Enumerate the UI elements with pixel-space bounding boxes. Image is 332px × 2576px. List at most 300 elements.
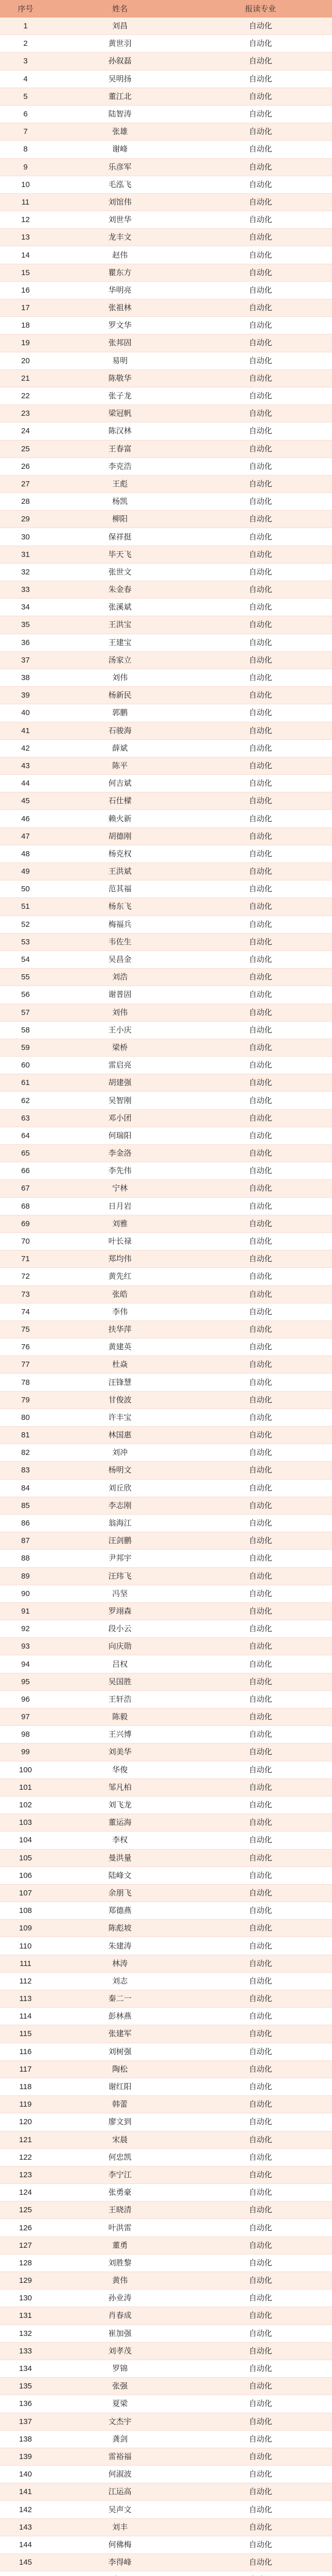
table-row [0, 2342, 332, 2360]
cell-major: 自动化 [189, 1391, 332, 1409]
table-row [0, 528, 332, 546]
cell-major: 自动化 [189, 827, 332, 845]
cell-name: 陈敬华 [51, 369, 189, 387]
cell-name: 华明亮 [51, 281, 189, 299]
cell-major: 自动化 [189, 475, 332, 493]
cell-serial-number: 88 [0, 1550, 51, 1567]
cell-name: 刘丰 [51, 2518, 189, 2536]
cell-serial-number: 89 [0, 1567, 51, 1585]
table-row [0, 1832, 332, 1849]
table-row [0, 951, 332, 968]
cell-major: 自动化 [189, 1655, 332, 1673]
cell-serial-number: 109 [0, 1920, 51, 1937]
cell-major: 自动化 [189, 405, 332, 422]
cell-name: 何佛梅 [51, 2536, 189, 2553]
table-row [0, 1761, 332, 1778]
cell-major: 自动化 [189, 211, 332, 229]
cell-serial-number: 129 [0, 2272, 51, 2290]
cell-serial-number: 126 [0, 2219, 51, 2236]
cell-name: 陈彪坡 [51, 1920, 189, 1937]
cell-major: 自动化 [189, 898, 332, 916]
cell-serial-number: 122 [0, 2148, 51, 2166]
table-row [0, 1285, 332, 1303]
cell-name: 罗翊森 [51, 1602, 189, 1620]
cell-name: 吴国胜 [51, 1673, 189, 1690]
cell-name: 陆峰文 [51, 1867, 189, 1884]
cell-name: 文杰宇 [51, 2413, 189, 2430]
cell-name: 王春富 [51, 440, 189, 457]
cell-serial-number: 105 [0, 1849, 51, 1867]
cell-name: 刘丘欣 [51, 1479, 189, 1497]
cell-name: 夏梁 [51, 2395, 189, 2413]
cell-serial-number: 96 [0, 1690, 51, 1708]
cell-serial-number: 121 [0, 2131, 51, 2148]
cell-major: 自动化 [189, 687, 332, 704]
cell-name: 乐彦军 [51, 158, 189, 176]
table-row [0, 757, 332, 774]
table-row [0, 1796, 332, 1814]
cell-serial-number: 21 [0, 369, 51, 387]
cell-name: 吴昌金 [51, 951, 189, 968]
cell-serial-number: 76 [0, 1338, 51, 1356]
cell-major: 自动化 [189, 511, 332, 528]
table-row [0, 2483, 332, 2501]
table-row [0, 2413, 332, 2430]
cell-name [51, 2571, 189, 2576]
cell-serial-number: 140 [0, 2466, 51, 2483]
cell-serial-number: 49 [0, 863, 51, 880]
cell-name: 何忠凯 [51, 2148, 189, 2166]
cell-serial-number: 26 [0, 457, 51, 475]
cell-serial-number: 68 [0, 1197, 51, 1215]
cell-major: 自动化 [189, 1197, 332, 1215]
cell-major: 自动化 [189, 1690, 332, 1708]
cell-serial-number: 44 [0, 775, 51, 792]
table-row [0, 176, 332, 193]
cell-serial-number: 83 [0, 1462, 51, 1479]
cell-name: 梁冠帆 [51, 405, 189, 422]
cell-major: 自动化 [189, 1673, 332, 1690]
table-row [0, 1197, 332, 1215]
cell-serial-number: 65 [0, 1145, 51, 1162]
table-row [0, 1567, 332, 1585]
cell-major: 自动化 [189, 1215, 332, 1232]
table-row [0, 1920, 332, 1937]
table-row [0, 2078, 332, 2095]
cell-serial-number: 91 [0, 1602, 51, 1620]
table-row [0, 1708, 332, 1726]
table-row [0, 933, 332, 951]
table-row [0, 2236, 332, 2254]
table-body [0, 18, 332, 2576]
cell-name: 郑均伟 [51, 1250, 189, 1268]
cell-major: 自动化 [189, 546, 332, 563]
table-row [0, 317, 332, 334]
table-row [0, 1902, 332, 1920]
cell-major: 自动化 [189, 1638, 332, 1655]
table-row [0, 1655, 332, 1673]
table-row [0, 246, 332, 264]
cell-name: 杜焱 [51, 1356, 189, 1374]
cell-major: 自动化 [189, 880, 332, 898]
cell-name: 林涛 [51, 1955, 189, 1972]
cell-serial-number: 48 [0, 845, 51, 862]
cell-name: 李伟 [51, 1303, 189, 1320]
cell-major: 自动化 [189, 35, 332, 53]
cell-major: 自动化 [189, 1180, 332, 1197]
cell-major: 自动化 [189, 1092, 332, 1109]
cell-major: 自动化 [189, 2025, 332, 2043]
cell-name: 邓小团 [51, 1109, 189, 1127]
cell-serial-number: 56 [0, 986, 51, 1004]
cell-name: 陈平 [51, 757, 189, 774]
cell-major: 自动化 [189, 123, 332, 141]
cell-serial-number: 133 [0, 2342, 51, 2360]
cell-name: 李宁江 [51, 2166, 189, 2183]
table-row [0, 739, 332, 757]
table-row [0, 581, 332, 599]
table-row [0, 651, 332, 669]
cell-serial-number: 20 [0, 352, 51, 369]
cell-serial-number: 79 [0, 1391, 51, 1409]
cell-major: 自动化 [189, 264, 332, 281]
cell-major: 自动化 [189, 704, 332, 722]
cell-major: 自动化 [189, 1109, 332, 1127]
table-row [0, 35, 332, 53]
table-row [0, 792, 332, 810]
table-row [0, 1743, 332, 1761]
cell-serial-number: 114 [0, 2008, 51, 2025]
cell-major: 自动化 [189, 1972, 332, 1990]
cell-name: 吕权 [51, 1655, 189, 1673]
cell-major: 自动化 [189, 1021, 332, 1039]
cell-name: 彭林燕 [51, 2008, 189, 2025]
table-row [0, 2448, 332, 2465]
table-row [0, 457, 332, 475]
cell-serial-number: 117 [0, 2060, 51, 2078]
cell-name: 罗锦 [51, 2360, 189, 2377]
cell-serial-number: 130 [0, 2290, 51, 2307]
cell-serial-number: 61 [0, 1074, 51, 1092]
cell-name: 许丰宝 [51, 1409, 189, 1426]
cell-name: 谢峰 [51, 141, 189, 158]
cell-name: 刘胜黎 [51, 2254, 189, 2272]
cell-name: 王轩浩 [51, 1690, 189, 1708]
cell-major: 自动化 [189, 2554, 332, 2571]
cell-name: 罗文华 [51, 317, 189, 334]
cell-serial-number: 145 [0, 2554, 51, 2571]
cell-serial-number: 69 [0, 1215, 51, 1232]
cell-major: 自动化 [189, 616, 332, 634]
table-row [0, 1602, 332, 1620]
table-header [0, 0, 332, 18]
table-row [0, 88, 332, 105]
cell-name: 柳阳 [51, 511, 189, 528]
cell-name: 宁林 [51, 1180, 189, 1197]
cell-serial-number: 102 [0, 1796, 51, 1814]
cell-serial-number: 23 [0, 405, 51, 422]
cell-serial-number: 107 [0, 1884, 51, 1902]
cell-name: 保祥挺 [51, 528, 189, 546]
cell-major: 自动化 [189, 2272, 332, 2290]
cell-major: 自动化 [189, 1743, 332, 1761]
cell-serial-number: 59 [0, 1039, 51, 1056]
cell-name: 张强 [51, 2378, 189, 2395]
table-row [0, 2501, 332, 2518]
cell-serial-number: 51 [0, 898, 51, 916]
cell-major: 自动化 [189, 599, 332, 616]
cell-name: 尹邦宇 [51, 1550, 189, 1567]
table-row [0, 1338, 332, 1356]
cell-major: 自动化 [189, 1585, 332, 1602]
cell-serial-number: 25 [0, 440, 51, 457]
cell-name: 李志刚 [51, 1497, 189, 1514]
cell-name: 梅福兵 [51, 916, 189, 933]
table-row [0, 1585, 332, 1602]
cell-major: 自动化 [189, 1285, 332, 1303]
table-row [0, 775, 332, 792]
cell-serial-number: 60 [0, 1057, 51, 1074]
table-row [0, 687, 332, 704]
cell-name: 华俊 [51, 1761, 189, 1778]
cell-major: 自动化 [189, 246, 332, 264]
cell-serial-number: 75 [0, 1320, 51, 1338]
cell-major: 自动化 [189, 810, 332, 827]
cell-serial-number: 13 [0, 229, 51, 246]
cell-serial-number: 92 [0, 1620, 51, 1638]
cell-name: 陈毅 [51, 1708, 189, 1726]
table-row [0, 599, 332, 616]
cell-major: 自动化 [189, 1039, 332, 1056]
cell-major: 自动化 [189, 1990, 332, 2008]
cell-name: 黄世羽 [51, 35, 189, 53]
cell-serial-number: 52 [0, 916, 51, 933]
table-row [0, 493, 332, 511]
cell-major: 自动化 [189, 281, 332, 299]
cell-serial-number: 116 [0, 2043, 51, 2060]
cell-major: 自动化 [189, 440, 332, 457]
cell-serial-number: 37 [0, 651, 51, 669]
table-row [0, 1814, 332, 1832]
cell-name: 陈汉林 [51, 422, 189, 440]
cell-major: 自动化 [189, 1884, 332, 1902]
cell-serial-number: 70 [0, 1232, 51, 1250]
cell-major: 自动化 [189, 2448, 332, 2465]
cell-major: 自动化 [189, 369, 332, 387]
cell-major: 自动化 [189, 2254, 332, 2272]
cell-serial-number: 143 [0, 2518, 51, 2536]
cell-name: 张溪斌 [51, 599, 189, 616]
table-row [0, 1021, 332, 1039]
cell-major: 自动化 [189, 1479, 332, 1497]
cell-major: 自动化 [189, 1832, 332, 1849]
table-row [0, 211, 332, 229]
table-row [0, 2378, 332, 2395]
cell-name: 毛泓飞 [51, 176, 189, 193]
table-row [0, 1109, 332, 1127]
cell-serial-number: 134 [0, 2360, 51, 2377]
cell-serial-number: 14 [0, 246, 51, 264]
cell-major: 自动化 [189, 457, 332, 475]
table-row [0, 2571, 332, 2576]
table-row [0, 1638, 332, 1655]
cell-serial-number: 29 [0, 511, 51, 528]
header-row [0, 0, 332, 18]
table-row [0, 2554, 332, 2571]
cell-name: 何瑞阳 [51, 1127, 189, 1144]
cell-serial-number: 87 [0, 1532, 51, 1550]
table-row [0, 440, 332, 457]
cell-serial-number: 99 [0, 1743, 51, 1761]
cell-serial-number: 103 [0, 1814, 51, 1832]
cell-major: 自动化 [189, 88, 332, 105]
cell-name: 黄建英 [51, 1338, 189, 1356]
cell-serial-number: 113 [0, 1990, 51, 2008]
cell-major: 自动化 [189, 2290, 332, 2307]
cell-serial-number: 7 [0, 123, 51, 141]
cell-name: 叶长禄 [51, 1232, 189, 1250]
table-row [0, 1778, 332, 1796]
table-row [0, 123, 332, 141]
cell-name: 刘伟 [51, 1004, 189, 1021]
cell-serial-number: 43 [0, 757, 51, 774]
cell-serial-number: 72 [0, 1268, 51, 1285]
table-row [0, 1057, 332, 1074]
cell-serial-number: 24 [0, 422, 51, 440]
cell-major: 自动化 [189, 493, 332, 511]
cell-major: 自动化 [189, 528, 332, 546]
cell-name: 黄伟 [51, 2272, 189, 2290]
cell-major: 自动化 [189, 70, 332, 88]
table-row [0, 1092, 332, 1109]
cell-serial-number: 28 [0, 493, 51, 511]
cell-name: 刘孝茂 [51, 2342, 189, 2360]
table-row [0, 405, 332, 422]
table-row [0, 1232, 332, 1250]
cell-major: 自动化 [189, 422, 332, 440]
cell-name: 刘馆伟 [51, 193, 189, 211]
cell-serial-number: 85 [0, 1497, 51, 1514]
table-row [0, 334, 332, 352]
cell-name: 王建宝 [51, 634, 189, 651]
cell-serial-number: 78 [0, 1374, 51, 1391]
cell-serial-number: 84 [0, 1479, 51, 1497]
table-row [0, 2430, 332, 2448]
cell-name: 吴智刚 [51, 1092, 189, 1109]
table-row [0, 2395, 332, 2413]
cell-serial-number: 104 [0, 1832, 51, 1849]
cell-name: 张皓 [51, 1285, 189, 1303]
cell-name: 张建军 [51, 2025, 189, 2043]
cell-major: 自动化 [189, 1514, 332, 1532]
cell-major: 自动化 [189, 2413, 332, 2430]
cell-serial-number: 62 [0, 1092, 51, 1109]
table-row [0, 105, 332, 123]
table-row [0, 511, 332, 528]
table-row [0, 1039, 332, 1056]
cell-name: 宋晨 [51, 2131, 189, 2148]
cell-major: 自动化 [189, 951, 332, 968]
cell-major: 自动化 [189, 387, 332, 404]
cell-name: 张勇豪 [51, 2184, 189, 2201]
cell-serial-number: 8 [0, 141, 51, 158]
cell-name: 汪玮飞 [51, 1567, 189, 1585]
cell-serial-number: 4 [0, 70, 51, 88]
cell-name: 李克浩 [51, 457, 189, 475]
cell-name: 董勇 [51, 2236, 189, 2254]
cell-name: 段小云 [51, 1620, 189, 1638]
table-row [0, 1320, 332, 1338]
cell-major: 自动化 [189, 2501, 332, 2518]
table-row [0, 704, 332, 722]
cell-major: 自动化 [189, 916, 332, 933]
table-row [0, 2466, 332, 2483]
cell-name: 韦佐生 [51, 933, 189, 951]
cell-name: 孙叙磊 [51, 53, 189, 70]
cell-name: 朱建涛 [51, 1937, 189, 1955]
cell-major: 自动化 [189, 352, 332, 369]
cell-serial-number: 12 [0, 211, 51, 229]
cell-serial-number: 67 [0, 1180, 51, 1197]
cell-serial-number: 112 [0, 1972, 51, 1990]
cell-major: 自动化 [189, 1761, 332, 1778]
cell-serial-number: 30 [0, 528, 51, 546]
cell-serial-number: 80 [0, 1409, 51, 1426]
cell-serial-number: 9 [0, 158, 51, 176]
cell-name: 王晓清 [51, 2201, 189, 2219]
table-row [0, 352, 332, 369]
table-row [0, 827, 332, 845]
cell-name: 何吉斌 [51, 775, 189, 792]
cell-name: 胡建强 [51, 1074, 189, 1092]
cell-name: 刘伟 [51, 669, 189, 686]
cell-major: 自动化 [189, 1462, 332, 1479]
cell-serial-number: 64 [0, 1127, 51, 1144]
cell-major: 自动化 [189, 1320, 332, 1338]
table-row [0, 916, 332, 933]
cell-name: 杨东飞 [51, 898, 189, 916]
cell-serial-number: 35 [0, 616, 51, 634]
cell-name: 雷启亮 [51, 1057, 189, 1074]
cell-name: 汤家立 [51, 651, 189, 669]
cell-serial-number: 120 [0, 2113, 51, 2131]
header-name: 姓名 [112, 4, 128, 13]
table-row [0, 2166, 332, 2183]
table-row [0, 2060, 332, 2078]
cell-serial-number: 53 [0, 933, 51, 951]
cell-major: 自动化 [189, 775, 332, 792]
cell-name: 余朋飞 [51, 1884, 189, 1902]
cell-name: 王洪宝 [51, 616, 189, 634]
cell-serial-number: 2 [0, 35, 51, 53]
table-row [0, 1074, 332, 1092]
cell-major: 自动化 [189, 2096, 332, 2113]
table-row [0, 1673, 332, 1690]
cell-name: 赖火新 [51, 810, 189, 827]
cell-name: 易明 [51, 352, 189, 369]
cell-major: 自动化 [189, 669, 332, 686]
cell-major: 自动化 [189, 105, 332, 123]
cell-serial-number: 94 [0, 1655, 51, 1673]
cell-major: 自动化 [189, 1268, 332, 1285]
cell-name: 杨新民 [51, 687, 189, 704]
cell-name: 谢普固 [51, 986, 189, 1004]
table-row [0, 2360, 332, 2377]
cell-major: 自动化 [189, 1074, 332, 1092]
cell-major: 自动化 [189, 1497, 332, 1514]
table-row [0, 546, 332, 563]
cell-major: 自动化 [189, 1955, 332, 1972]
